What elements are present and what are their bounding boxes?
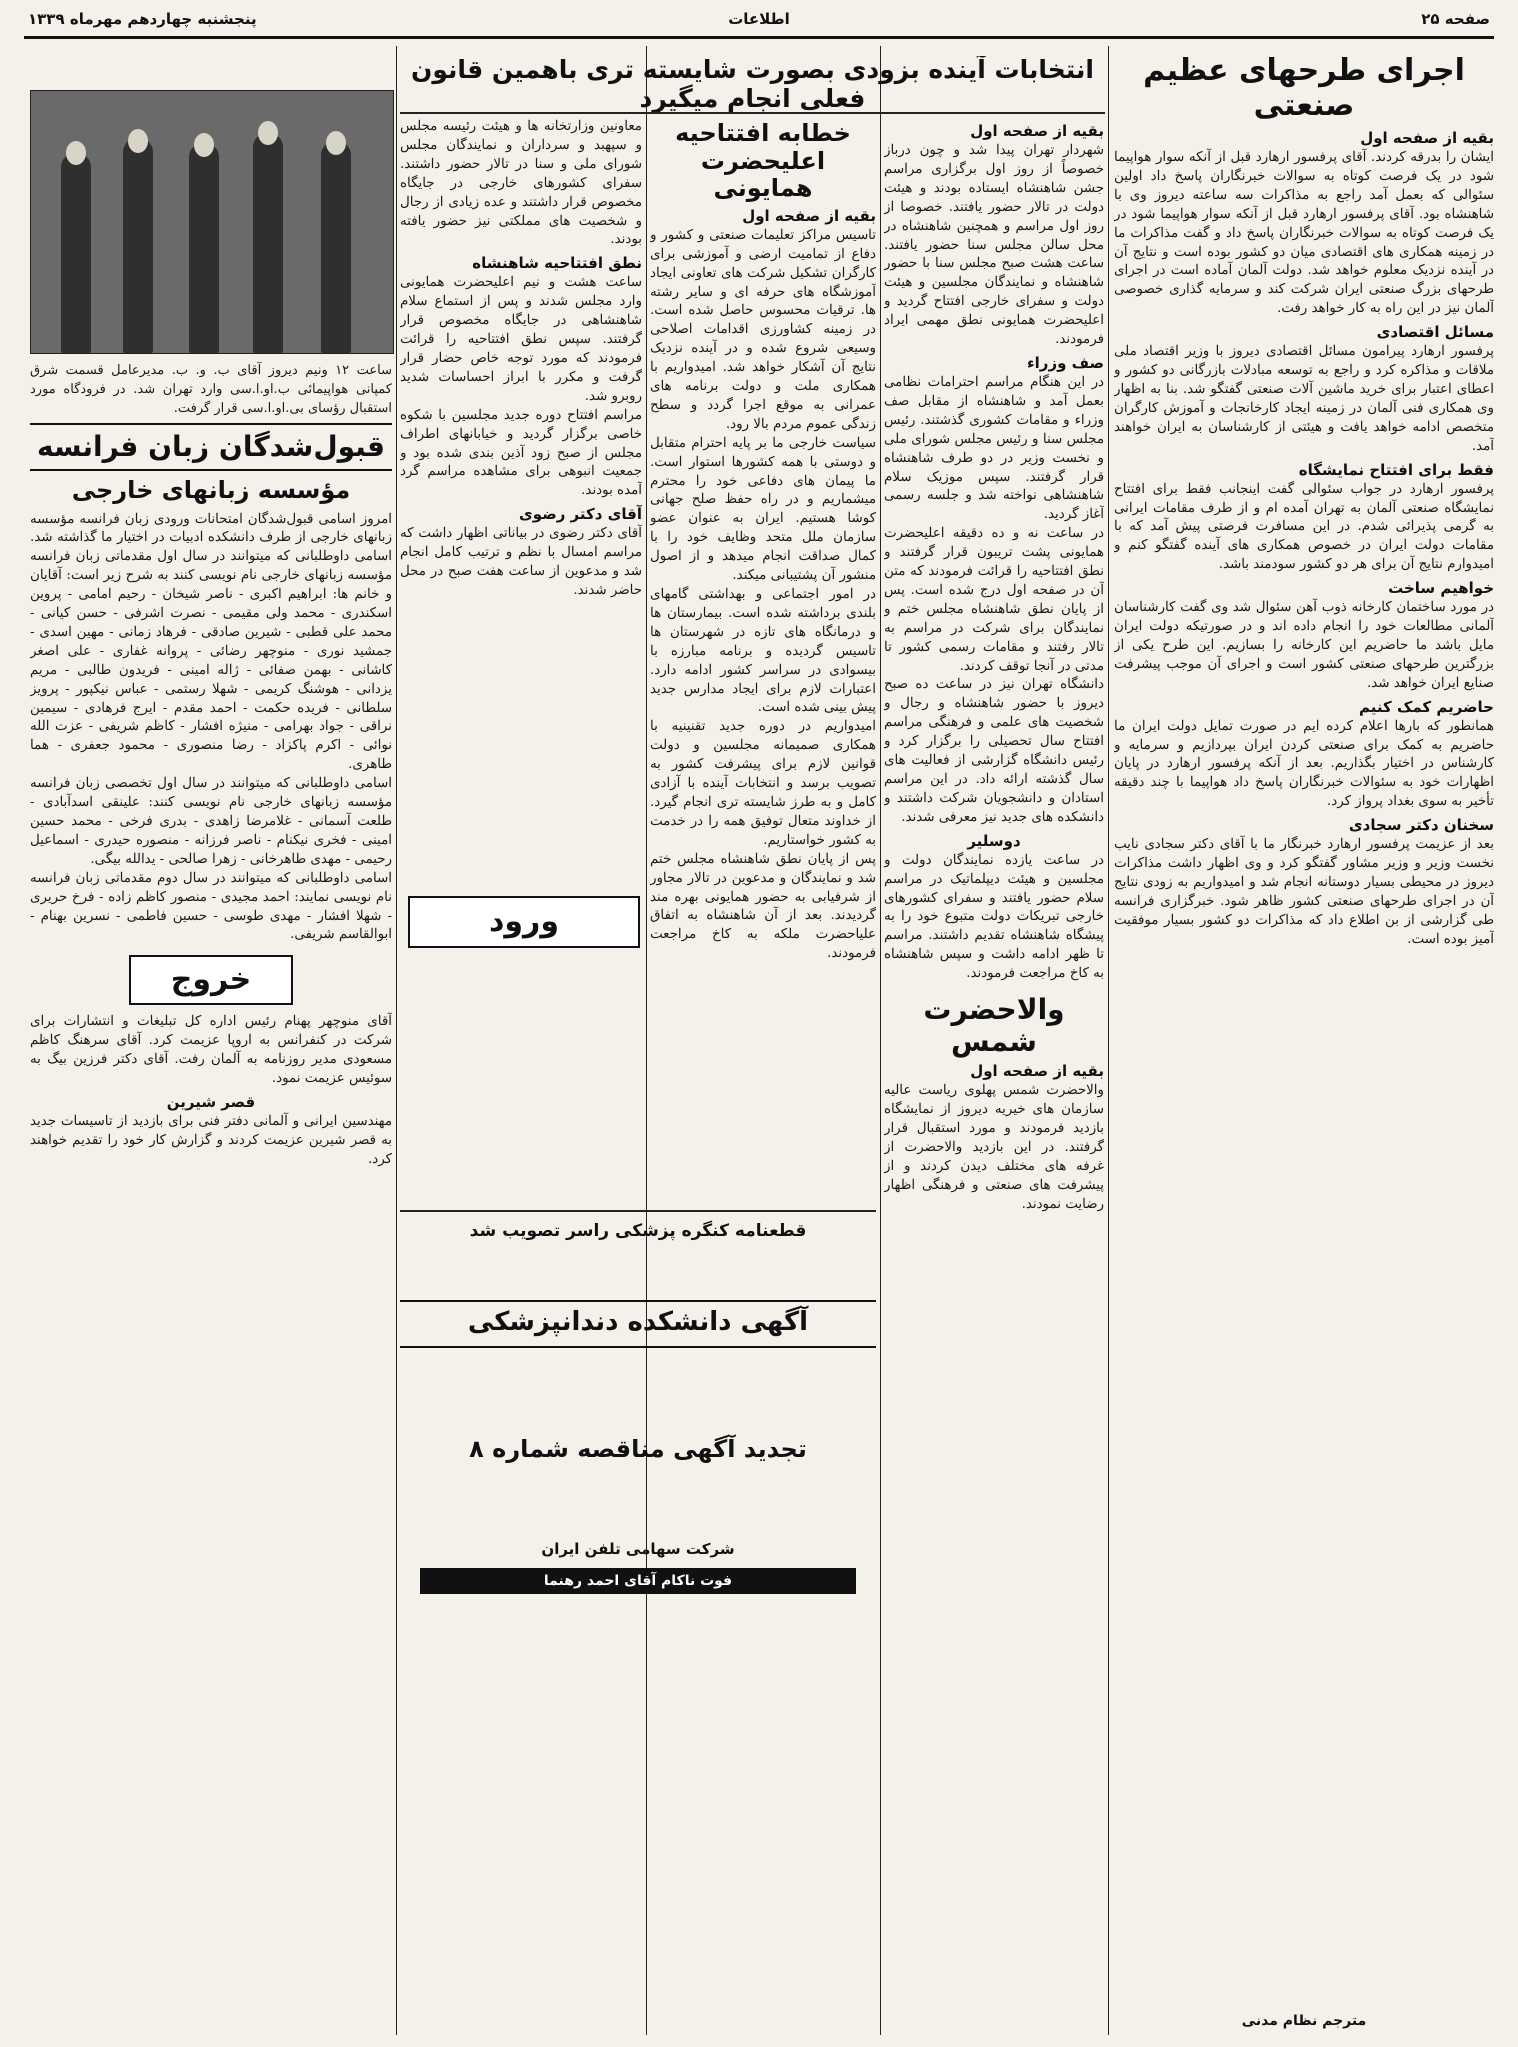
photo-face: [326, 131, 346, 155]
issue-date: پنجشنبه چهاردهم مهرماه ۱۳۳۹: [28, 10, 257, 28]
article-elections: [884, 118, 1104, 2035]
article-text: ایشان را بدرقه کردند. آقای پرفسور ارهارد قبل از آنکه سوار هواپیما شود در یک فرصت کوتاه به سوالات خبرنگاران پاسخ داد اولین سئوالی که بعمل آمد راجع به مذاکرات سه ساعته دیروز وی با شاهنشاه بود.: [1114, 150, 1494, 222]
article-body: آقای منوچهر پهنام رئیس اداره کل تبلیغات و انتشارات برای شرکت در کنفرانس به اروپا عزیمت کرد. آقای سرهنگ کاظم مسعودی مدیر روزنامه به آلمان رفت. آقای دکتر فرزین بیگ به سوئیس عزیمت نمود.: [30, 1014, 392, 1087]
article-body: مهندسین ایرانی و آلمانی دفتر فنی برای بازدید از تاسیسات جدید به قصر شیرین عزیمت کردند و گزارش کار خود را تقدیم خواهند کرد.: [30, 1113, 392, 1167]
section-subheading: سخنان دکتر سجادی: [1348, 816, 1494, 835]
continued-label: بقیه از صفحه اول: [970, 1062, 1104, 1081]
section-subheading: مسائل اقتصادی: [1376, 323, 1494, 342]
resolution-heading-block: [400, 1214, 876, 1248]
article-body: تاسیس مراکز تعلیمات صنعتی و کشور و دفاع از تمامیت ارضی و آموزشی برای کارگران تشکیل شرکت های تعاونی ایجاد آموزشگاه های حرفه ای و سایر رشته ها. ترقیات محسوس حاصل شده است. در زمینه کشاورزی اقدامات اصلاحی وسیعی شروع شده و در آینده نزدیک نتایج آن آشکار خواهد شد. امیدواریم با همکاری ملت و دولت برنامه های عمرانی به موقع اجرا گردد و سطح زندگی عموم مردم بالا رود.: [650, 227, 876, 432]
tender-company: [400, 1540, 876, 1562]
section-subheading: نطق افتتاحیه شاهنشاه: [472, 254, 642, 273]
article-headline: انتخابات آینده بزودی بصورت شایسته تری باهمین قانون فعلی انجام میگیرد: [411, 56, 1094, 112]
article-body: آقای دکتر رضوی در بیاناتی اظهار داشت که مراسم امسال با نظم و ترتیب کامل انجام شد و مدعوین از ساعت هفت صبح در محل حاضر شدند.: [400, 526, 642, 598]
header-rule: [24, 36, 1494, 39]
article-headline: خطابه افتتاحیه اعلیحضرت همایونی: [675, 119, 851, 203]
article-body: در ساعت یازده نمایندگان دولت و مجلسین و هیئت دیپلماتیک در مراسم سلام حضور یافتند و سفرای کشورهای خارجی تبریکات دولت متبوع خود را به پیشگاه شاهنشاه تقدیم داشتند. مراسم تا ظهر ادامه داشت و سپس شاهنشاه به کاخ مراجعت فرمودند.: [884, 852, 1104, 982]
article-body: در مورد ساختمان کارخانه ذوب آهن سئوال شد وی گفت کارشناسان آلمانی مطالعات خود را انجام داده اند و در صورتیکه دولت ایران مایل باشد ما حاضریم این کارخانه را بسازیم. این طرح یکی از بزرگترین طرحهای صنعتی کشور است و اجرای آن موجب پیشرفت صنایع ایران خواهد شد.: [1114, 600, 1494, 691]
elections-headline-block: [400, 56, 1105, 112]
ghasr-heading: قصر شيرين: [166, 1092, 256, 1111]
article-body: سیاست خارجی ما بر پایه احترام متقابل و دوستی با همه کشورها استوار است. ما پیمان های دفاعی خود را محترم میشماریم و در راه حفظ صلح جهانی کوشا هستیم. ایران به عنوان عضو سازمان ملل متحد وظایف خود را با کمال صداقت انجام میدهد و از اصول منشور آن پشتیبانی میکند.: [650, 435, 876, 584]
column-divider: [1108, 46, 1109, 2035]
tender-ad-title: تجدید آگهی مناقصه شماره ۸: [469, 1435, 807, 1463]
article-body: مراسم افتتاح دوره جدید مجلسین با شکوه خاصی برگزار گردید و خیابانهای اطراف مجلس از صبح زود آذین بندی شده بود و جمعیت انبوهی برای مشاهده مراسم گرد آمده بودند.: [400, 407, 642, 499]
article-text: شهردار تهران پیدا شد و چون درباز خصوصاً از روز اول برگزاری مراسم جشن شاهنشاه ایستاده بودند و هیئت دولت در تالار حضور یافتند.: [884, 143, 1104, 215]
article-body: پرفسور ارهارد در جواب سئوالی گفت اینجانب فقط برای افتتاح نمایشگاه صنعتی آلمان به تهران آمده ام و از طرف مقامات ایرانی به گرمی پذیرائی شدم. در این مسافرت فرصتی پیش آمد که با مقامات دولت ایران در خصوص همکاری های آینده گفتگو کنم و امیدوارم نتایج آن برای هر دو کشور سودمند باشد.: [1114, 481, 1494, 573]
translator-credit: مترجم نظام مدنی: [1241, 2013, 1367, 2029]
article-body: معاونین وزارتخانه ها و هیئت رئیسه مجلس و سپهبد و سرداران و نمایندگان مجلس شورای ملی و سنا در تالار حضور داشتند. سفرای کشورهای خارجی در جایگاه مخصوص قرار داشتند و عده زیادی از رجال و شخصیت های مملکتی نیز حضور یافته بودند.: [400, 119, 642, 248]
article-headline: قبول‌شدگان زبان فرانسه: [37, 429, 385, 463]
photo-person: [253, 133, 283, 353]
article-french-language: [30, 362, 392, 2035]
article-headline-shams: والاحضرت شمس: [923, 993, 1065, 1059]
section-rule: [400, 1210, 876, 1212]
article-headline: اجرای طرحهای عظیم صنعتی: [1143, 53, 1465, 123]
section-subheading: حاضریم کمک کنیم: [1359, 697, 1494, 716]
continued-label: بقیه از صفحه اول: [970, 122, 1104, 140]
article-body: والاحضرت شمس پهلوی ریاست عالیه سازمان های خیریه دیروز از نمایشگاه بازدید فرمودند و مورد استقبال قرار گرفتند. در این بازدید والاحضرت از غرفه های مختلف دیدن کردند و از پیشرفت های صنعتی و فرهنگی اظهار رضایت نمودند.: [884, 1083, 1104, 1212]
section-subheading: آقای دکتر رضوی: [519, 505, 642, 524]
column-divider: [880, 46, 881, 2035]
article-body: اسامی داوطلبانی که میتوانند در سال دوم مقدماتی زبان فرانسه نام نویسی نمایند: احمد مجیدی - منصور کاظم زاده - فرخ حریری - شهلا افشار - مهدی طوسی - حسین فاطمی - نسرین بهنام - ابوالقاسم شریفی.: [30, 870, 392, 943]
section-subheading: صف وزراء: [1027, 353, 1104, 372]
article-body: پس از پایان نطق شاهنشاه مجلس ختم شد و نمایندگان و مدعوین در تالار مجاور از شرفیابی به حضور همایونی بهره مند گردیدند. بعد از آن شاهنشاه به اتفاق علیاحضرت ملکه به کاخ مراجعت فرمودند.: [650, 851, 876, 962]
photo-person: [321, 141, 351, 353]
dental-ad: [400, 1300, 876, 1348]
news-photo: [30, 90, 394, 354]
article-text: معاونین وزارتخانه ها و هیئت رئیسه مجلس و سپهبد و سرداران و نمایندگان مجلس شورای ملی و سنا در تالار حضور داشتند.: [400, 119, 642, 172]
photo-face: [66, 141, 86, 165]
column-divider: [646, 46, 647, 2035]
photo-face: [128, 129, 148, 153]
photo-person: [123, 138, 153, 353]
article-body: ساعت هشت و نیم اعلیحضرت همایونی وارد مجلس شدند و پس از استماع سلام شاهنشاهی در جایگاه مخصوص قرار گرفتند. سپس نطق افتتاحیه را قرائت فرمودند که مورد توجه خاص حضار قرار گرفت و مکرر با ابراز احساسات شدید روبرو شد.: [400, 275, 642, 404]
resolution-title: قطعنامه کنگره پزشکی راسر تصویب شد: [469, 1221, 807, 1241]
photo-caption: ساعت ۱۲ ونیم دیروز آقای ب. و. ب. مدیرعامل قسمت شرق کمپانی هواپیمائی ب.او.ا.سی وارد تهران شد. در فرودگاه مورد استقبال رؤسای بی.او.ا.سی قرار گرفت.: [30, 363, 392, 416]
article-body: در امور اجتماعی و بهداشتی گامهای بلندی برداشته شده است. بیمارستان ها و درمانگاه های تازه در شهرستان ها تاسیس گردیده و برنامه مبارزه با بیسوادی در سراسر کشور ادامه دارد. اعتبارات لازم برای ایجاد مدارس جدید پیش بینی شده است.: [650, 587, 876, 716]
article-industrial-projects: [1114, 46, 1494, 2035]
article-royal-speech: [650, 118, 876, 2035]
dental-ad-title: آگهی دانشکده دندانپزشکی: [467, 1307, 809, 1337]
tender-company-name: شرکت سهامی تلفن ایران: [541, 1540, 735, 1558]
obituary-bar: [420, 1568, 856, 1594]
article-body: ایشان را بدرقه کردند. آقای پرفسور ارهارد قبل از آنکه سوار هواپیما شود در یک فرصت کوتاه به سوالات خبرنگاران پاسخ داد اولین سئوالی که بعمل آمد راجع به مذاکرات سه ساعته دیروز وی با شاهنشاه بود. آقای پرفسور ارهارد قبل از آنکه سوار هواپیما شود در یک فرصت کوتاه به سوالات خبرنگاران پاسخ داد و گفت مذاکرات ما در زمینه همکاری های اقتصادی میان دو کشور بوده است و نتایج آن در آینده نزدیک معلوم خواهد شد. دولت آلمان آماده است در اجرای طرحهای بزرگ صنعتی ایران شرکت کند و سرمایه گذاری خصوصی آلمان نیز در این راه به کار خواهد رفت.: [1114, 150, 1494, 317]
tender-ad: [400, 1430, 876, 1468]
headline-rule: [400, 112, 1105, 114]
article-body: اسامی داوطلبانی که میتوانند در سال اول تخصصی زبان فرانسه مؤسسه زبانهای خارجی نام نویسی کنند: علینقی اسدآبادی - طلعت آسمانی - غلامرضا زاهدی - بدری فرخی - محمد حسین امینی - فخری نیکنام - ناصر فرزانه - منصوره حیدری - اسماعیل رحیمی - مهدی طاهرخانی - زهرا صالحی - یدالله بیگی.: [30, 776, 392, 867]
page-header: [28, 4, 1490, 34]
photo-face: [258, 121, 278, 145]
article-text: امروز اسامی قبول‌شدگان امتحانات ورودی زبان فرانسه مؤسسه زبانهای خارجی از طرف دانشکده ادبیات در اختیار ما گذاشته شد.: [30, 511, 392, 546]
article-body: در این هنگام مراسم احترامات نظامی بعمل آمد و شاهنشاه از مقابل صف وزراء و مقامات کشوری گذشتند. رئیس مجلس سنا و رئیس مجلس شورای ملی و نخست وزیر در دو طرف شاهنشاه قرار گرفتند. سپس موزیک سلام شاهنشاهی نواخته شد و جلسه رسمی آغاز گردید.: [884, 374, 1104, 523]
photo-face: [194, 133, 214, 157]
column-divider: [396, 46, 397, 2035]
french-heading-box: [30, 423, 392, 471]
arrival-box: ورود: [408, 896, 640, 948]
article-body: بعد از عزیمت پرفسور ارهارد خبرنگار ما با آقای دکتر سجادی نایب نخست وزیر و وزیر مشاور گفتگو کرد و وی اظهار داشت مذاکرات دیروز در محیطی بسیار دوستانه انجام شد و امیدواریم به زودی نتایج آن در اجرای طرحهای صنعتی کشور ظاهر شود. خبرگزاری فرانسه طی گزارشی از بن اطلاع داد که مذاکرات دو کشور بسیار موفقیت آمیز بوده است.: [1114, 837, 1494, 947]
article-body: دانشگاه تهران نیز در ساعت ده صبح دیروز با حضور شاهنشاه و رجال و شخصیت های علمی و فرهنگی مراسم افتتاح سال تحصیلی را برگزار کرد و رئیس دانشگاه گزارشی از فعالیت های سال گذشته ارائه داد. در این مراسم استادان و دانشجویان شرکت داشتند و دانشکده های جدید نیز معرفی شدند.: [884, 677, 1104, 825]
article-column-5: [400, 118, 642, 2035]
obituary-title: فوت ناکام آقای احمد رهنما: [543, 1573, 733, 1589]
article-body: امیدواریم در دوره جدید تقنینیه با همکاری صمیمانه مجلسین و دولت قوانین لازم برای پیشرفت کشور به تصویب برسد و انتخابات آینده با آزادی کامل و به طرز شایسته تری انجام گیرد. از خداوند متعال توفیق همه را در خدمت به کشور خواستاریم.: [650, 719, 876, 848]
article-subheadline: مؤسسه زبانهای خارجی: [71, 475, 351, 504]
article-body: در ساعت نه و ده دقیقه اعلیحضرت همایونی پشت تریبون قرار گرفتند و نطق افتتاحیه را قرائت فرمودند که متن آن در صفحه اول درج شده است. پس از پایان نطق شاهنشاه مجلس ختم و نمایندگان برای شرکت در مراسم به تالار رفتند و مقامات رسمی کشور تا مدتی در آنجا توقف کردند.: [884, 526, 1104, 674]
continued-label: بقیه از صفحه اول: [742, 206, 876, 225]
section-subheading: دوسلیر: [967, 831, 1021, 850]
continued-label: بقیه از صفحه اول: [1360, 129, 1494, 147]
newspaper-name: اطلاعات: [728, 10, 790, 28]
section-subheading: فقط برای افتتاح نمایشگاه: [1298, 460, 1494, 479]
article-body: امروز اسامی قبول‌شدگان امتحانات ورودی زبان فرانسه مؤسسه زبانهای خارجی از طرف دانشکده ادبیات در اختیار ما گذاشته شد. اسامی داوطلبانی که میتوانند در سال اول مقدماتی زبان فرانسه مؤسسه زبانهای خارجی نام نویسی کنند به شرح زیر است: آقایان و خانم ها: ابراهیم اکبری - ناصر شیخان - رحیم امامی - پروین اسکندری - محمد ولی مقیمی - نصرت اشرفی - حسن کیانی - محمد علی قطبی - شیرین صادقی - فرهاد زمانی - مهین اسدی - جمشید نوری - منوچهر رضائی - پروانه غفاری - علی اصغر کاشانی - بهمن صفائی - ژاله امینی - فریدون طالبی - مریم یزدانی - هوشنگ کریمی - شهلا رستمی - عباس نیکپور - پرویز سلطانی - فریده حکمت - احمد مقدم - ایرج فرهادی - سیمین نراقی - جواد بهرامی - منیژه افشار - کاظم شریفی - عزت الله نوائی - اکرم پاکزاد - رضا منصوری - محمود جعفری - هما طاهری.: [30, 511, 392, 773]
photo-person: [189, 143, 219, 353]
departure-box: خروج: [129, 955, 293, 1005]
article-body: همانطور که بارها اعلام کرده ایم در صورت تمایل دولت ایران ما حاضریم به کمک برای صنعتی کردن ایران بپردازیم و سرمایه و کارشناس در اختیار بگذاریم. بعد از آنکه پرفسور ارهارد در پایان اظهارات خود به سئوالات خبرنگاران پاسخ داد هواپیما با چند دقیقه تأخیر به سوی بغداد پرواز کرد.: [1114, 718, 1494, 810]
article-text: تاسیس مراکز تعلیمات صنعتی و کشور و دفاع از تمامیت ارضی و آموزشی برای کارگران تشکیل شرکت های تعاونی ایجاد آموزشگاه های حرفه ای و سایر رشته ها.: [650, 227, 876, 319]
section-subheading: خواهیم ساخت: [1388, 579, 1494, 598]
photo-person: [61, 153, 91, 353]
page-number: صفحه ۲۵: [1421, 10, 1490, 28]
article-body: پرفسور ارهارد پیرامون مسائل اقتصادی دیروز با وزیر اقتصاد ملی ملاقات و مذاکره کرد و راجع به توسعه مبادلات بازرگانی دو کشور و اعطای اعتبار برای خرید ماشین آلات صنعتی گفتگو شد. بنا به اظهار وی همکاری فنی آلمان در زمینه ایجاد کارخانجات و آموزش کارگران متخصص ادامه خواهد یافت و هیئتی از کارشناسان به ایران خواهند آمد.: [1114, 344, 1494, 454]
article-body: شهردار تهران پیدا شد و چون درباز خصوصاً از روز اول برگزاری مراسم جشن شاهنشاه ایستاده بودند و هیئت دولت در تالار حضور یافتند. خصوصا از روز اول مراسم و همچنین شاهنشاه در محل سالن مجلس سنا حضور یافتند. ساعت هشت صبح مجلس سنا با حضور شاهنشاه و نمایندگان مجلسین و هیئت دولت و سفرای خارجی افتتاح گردید و اعلیحضرت همایونی نطق مهمی ایراد فرمودند.: [884, 143, 1104, 348]
